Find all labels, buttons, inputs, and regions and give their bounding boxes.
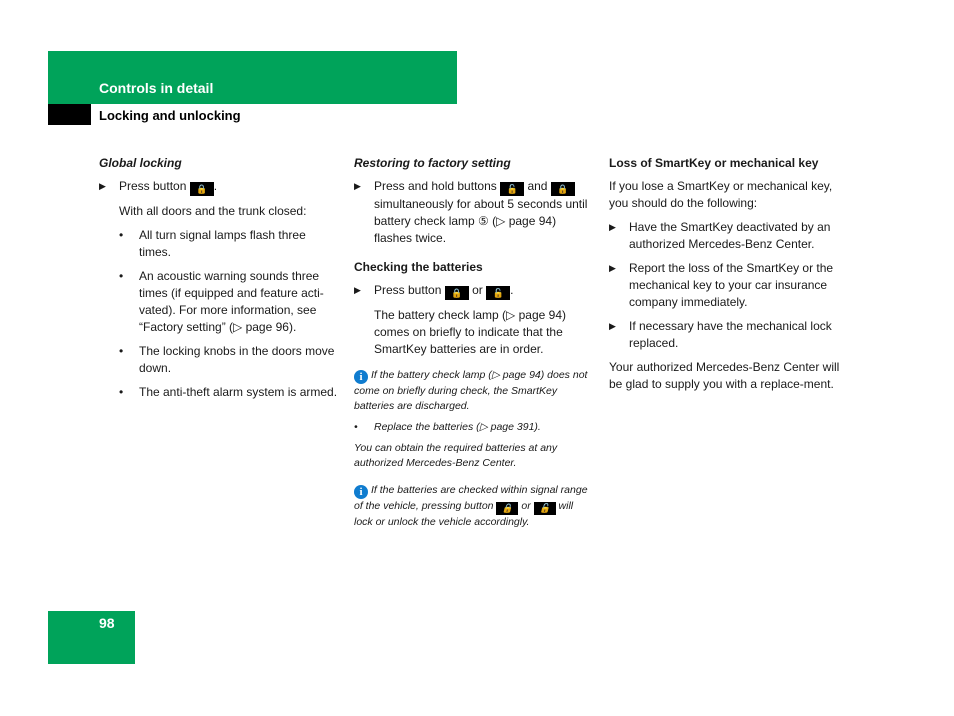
lock-button-icon: 🔒 [190, 182, 214, 196]
triangle-bullet-icon: ▶ [354, 181, 361, 191]
list-item: • An acoustic warning sounds three times (if equipped and feature acti-vated). For more information, see “Factory setting” (▷ page 96). [119, 269, 324, 334]
triangle-bullet-icon: ▶ [609, 263, 616, 273]
info-note-2: i If the batteries are checked within signal range of the vehicle, pressing button 🔒 or 🔓 will lock or unlock the vehicle accordingly. [354, 484, 588, 528]
closing-text: Your authorized Mercedes-Benz Center will be glad to supply you with a replace-ment. [609, 360, 840, 391]
section-title: Controls in detail [99, 80, 214, 96]
note-extra: You can obtain the required batteries at any authorized Mercedes-Benz Center. [354, 442, 558, 469]
page-number: 98 [99, 615, 115, 631]
heading-loss-of-key: Loss of SmartKey or mechanical key [609, 156, 819, 170]
intro-text: With all doors and the trunk closed: [119, 204, 307, 218]
lock-button-icon: 🔒 [496, 502, 518, 515]
info-icon: i [354, 485, 368, 499]
step-press-hold: ▶ Press and hold buttons 🔓 and 🔒 simultaneously for about 5 seconds until battery check lamp ⑤ (▷ page 94) flashes twice. [354, 179, 588, 245]
step-deactivate: ▶ Have the SmartKey deactivated by an authorized Mercedes-Benz Center. [609, 220, 831, 251]
unlock-button-icon: 🔓 [486, 286, 510, 300]
step-replace-lock: ▶ If necessary have the mechanical lock replaced. [609, 319, 832, 350]
list-item: • All turn signal lamps flash three times. [119, 228, 306, 259]
note-list-item: • Replace the batteries (▷ page 391). [354, 421, 541, 433]
heading-global-locking: Global locking [99, 156, 182, 170]
intro-text: If you lose a SmartKey or mechanical key, you should do the following: [609, 179, 833, 210]
triangle-bullet-icon: ▶ [609, 222, 616, 232]
unlock-button-icon: 🔓 [500, 182, 524, 196]
column-loss-of-key [609, 155, 849, 400]
column-factory-setting [354, 155, 594, 536]
subsection-title: Locking and unlocking [99, 108, 241, 123]
step-report: ▶ Report the loss of the SmartKey or the mechanical key to your car insurance company immediately. [609, 261, 834, 309]
unlock-button-icon: 🔓 [534, 502, 556, 515]
subsection-tab [48, 104, 91, 125]
step-press-check: ▶ Press button 🔒 or 🔓 . [354, 283, 514, 298]
triangle-bullet-icon: ▶ [609, 321, 616, 331]
result-text: The battery check lamp (▷ page 94) comes on briefly to indicate that the SmartKey batteries are in order. [374, 308, 566, 356]
column-global-locking [99, 155, 339, 408]
info-icon: i [354, 370, 368, 384]
lock-button-icon: 🔒 [551, 182, 575, 196]
triangle-bullet-icon: ▶ [354, 285, 361, 295]
step-press-lock: ▶ Press button 🔒 . [99, 179, 218, 194]
heading-factory-setting: Restoring to factory setting [354, 156, 511, 170]
triangle-bullet-icon: ▶ [99, 181, 106, 191]
list-item: • The anti-theft alarm system is armed. [119, 385, 338, 399]
info-note-1: i If the battery check lamp (▷ page 94) does not come on briefly during check, the SmartKey batteries are discharged. [354, 369, 588, 412]
heading-checking-batteries: Checking the batteries [354, 260, 483, 274]
page-number-box [48, 611, 135, 664]
list-item: • The locking knobs in the doors move down. [119, 344, 335, 375]
lock-button-icon: 🔒 [445, 286, 469, 300]
